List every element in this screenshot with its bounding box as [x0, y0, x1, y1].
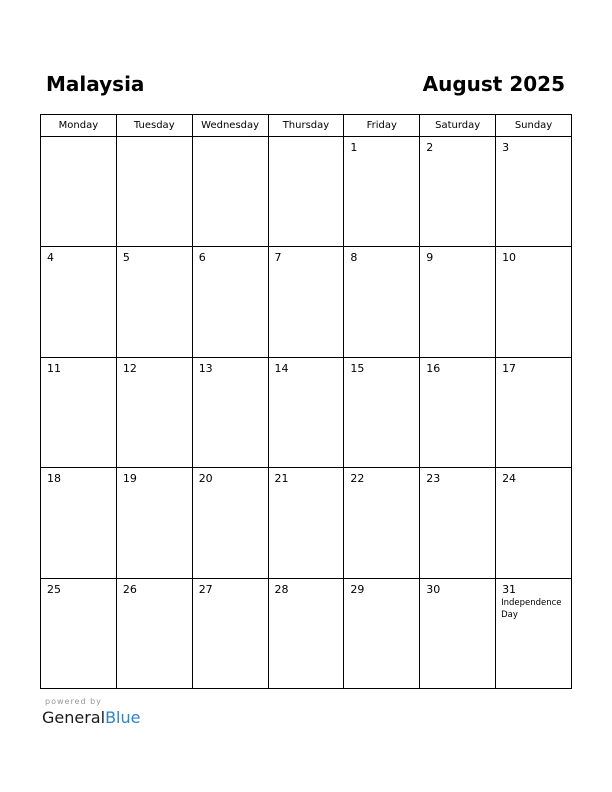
day-number: 31: [502, 582, 517, 596]
day-cell: [344, 578, 420, 688]
week-row: [41, 357, 572, 467]
day-cell: [268, 247, 344, 357]
day-cell: [420, 247, 496, 357]
day-cell: [116, 137, 192, 247]
week-row: [41, 578, 572, 688]
week-row: [41, 468, 572, 578]
week-row: [41, 247, 572, 357]
day-cell: [420, 137, 496, 247]
day-cell: [268, 578, 344, 688]
brand-blue-text: Blue: [105, 708, 141, 727]
day-cell: [496, 247, 572, 357]
weekday-header: Monday: [41, 115, 117, 137]
day-cell: [192, 578, 268, 688]
day-cell: [116, 468, 192, 578]
day-number: 24: [502, 472, 517, 486]
country-title: Malaysia: [46, 72, 145, 96]
day-cell: [344, 137, 420, 247]
day-cell: [344, 247, 420, 357]
month-year-title: August 2025: [422, 72, 565, 96]
day-number: 4: [47, 251, 54, 265]
day-number: 6: [198, 251, 206, 265]
day-cell: [344, 468, 420, 578]
day-cell: [496, 578, 572, 688]
day-number: 10: [502, 251, 517, 265]
day-cell: [344, 357, 420, 467]
day-number: 16: [426, 361, 441, 375]
day-cell: [268, 468, 344, 578]
holiday-label: Independence Day: [501, 597, 562, 620]
weekday-header: Tuesday: [116, 115, 192, 137]
day-cell: [496, 137, 572, 247]
day-number: 13: [198, 361, 213, 375]
generalblue-logo[interactable]: [42, 708, 140, 728]
day-number: 29: [350, 582, 365, 596]
day-cell: [268, 137, 344, 247]
day-number: [41, 137, 116, 141]
day-number: 22: [350, 472, 365, 486]
day-cell: [41, 357, 117, 467]
day-number: 9: [426, 251, 434, 265]
weekday-header: Saturday: [420, 115, 496, 137]
day-cell: [496, 468, 572, 578]
calendar-grid: [40, 114, 572, 689]
day-number: 5: [122, 251, 130, 265]
day-number: 2: [426, 141, 434, 154]
day-number: 23: [426, 472, 441, 486]
day-cell: [420, 468, 496, 578]
powered-by-text: powered by: [45, 697, 102, 706]
weekday-header-row: [41, 115, 572, 137]
day-number: 12: [122, 361, 137, 375]
day-number: 28: [274, 582, 289, 596]
day-cell: [192, 357, 268, 467]
day-number: [117, 137, 192, 141]
weekday-header: Sunday: [496, 115, 572, 137]
day-number: 14: [274, 361, 289, 375]
weekday-header: Wednesday: [192, 115, 268, 137]
day-cell: [268, 357, 344, 467]
day-cell: [116, 247, 192, 357]
day-number: 17: [502, 361, 517, 375]
day-cell: [41, 468, 117, 578]
day-cell: [41, 137, 117, 247]
day-number: 19: [122, 472, 137, 486]
day-number: 7: [274, 251, 282, 265]
day-cell: [192, 137, 268, 247]
day-cell: [496, 357, 572, 467]
day-cell: [41, 247, 117, 357]
brand-general-text: General: [42, 708, 106, 727]
day-number: 20: [198, 472, 213, 486]
day-number: [193, 137, 268, 141]
day-number: 3: [502, 141, 510, 154]
day-number: 1: [350, 141, 358, 154]
day-number: 25: [47, 582, 61, 596]
day-cell: [420, 578, 496, 688]
day-cell: [192, 247, 268, 357]
day-cell: [192, 468, 268, 578]
day-number: 30: [426, 582, 441, 596]
day-cell: [116, 357, 192, 467]
day-number: [269, 137, 344, 141]
day-cell: [41, 578, 117, 688]
day-number: 8: [350, 251, 358, 265]
day-number: 27: [198, 582, 213, 596]
day-number: 11: [47, 361, 61, 375]
day-cell: [420, 357, 496, 467]
weekday-header: Friday: [344, 115, 420, 137]
day-cell: [116, 578, 192, 688]
weekday-header: Thursday: [268, 115, 344, 137]
day-number: 26: [122, 582, 137, 596]
week-row: [41, 137, 572, 247]
day-number: 21: [274, 472, 289, 486]
day-number: 15: [350, 361, 365, 375]
day-number: 18: [47, 472, 61, 486]
